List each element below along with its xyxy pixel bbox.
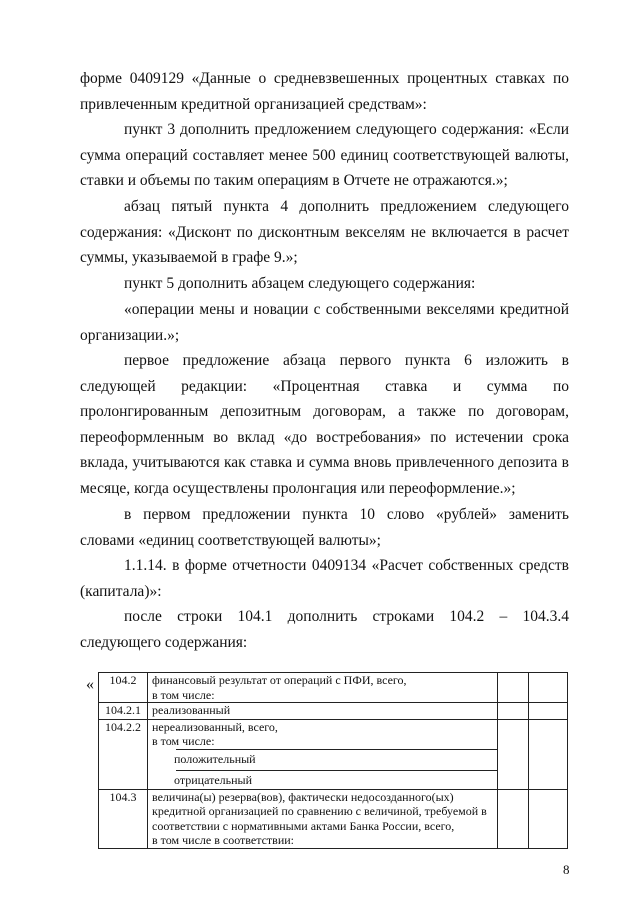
row-code: 104.3 bbox=[99, 789, 148, 848]
row-code: 104.2 bbox=[99, 673, 148, 703]
table-row bbox=[99, 789, 568, 848]
row-text: нереализованный, всего, bbox=[152, 719, 278, 734]
table-row bbox=[99, 719, 568, 789]
row-text: финансовый результат от операций с ПФИ, всего, bbox=[152, 673, 407, 687]
row-text: положительный bbox=[174, 751, 256, 766]
row-text: кредитной организацией по сравнению с величиной, требуемой в bbox=[152, 804, 487, 818]
paragraph-after-row-104-1: после строки 104.1 дополнить строками 104.2 – 104.3.4 следующего содержания: bbox=[80, 608, 569, 651]
paragraph-point-6: первое предложение абзаца первого пункта 6 изложить в следующей редакции: «Процентная ставка и сумма по пролонгированным депозитным договорам, а также по договорам, переоформленным во вклад «до востребования» по истечении срока вклада, учитываются как ставка и сумма вновь привлеченного депозита в месяце, когда осуществлены пролонгация или переоформление.»; bbox=[80, 352, 569, 497]
paragraph-point-3: пункт 3 дополнить предложением следующего содержания: «Если сумма операций составляет менее 500 единиц соответствующей валюты, ставки и объемы по таким операциям в Отчете не отражаются.»; bbox=[80, 121, 569, 190]
row-text: отрицательный bbox=[174, 773, 253, 787]
form-rows-table bbox=[98, 672, 568, 849]
row-code: 104.2.1 bbox=[99, 703, 148, 720]
paragraph-point-10: в первом предложении пункта 10 слово «рублей» заменить словами «единиц соответствующей валюты»; bbox=[80, 506, 569, 549]
opening-quote: « bbox=[86, 676, 94, 693]
row-text: в том числе: bbox=[152, 734, 215, 748]
table-row bbox=[99, 673, 568, 703]
paragraph-point-5: пункт 5 дополнить абзацем следующего содержания: bbox=[124, 275, 476, 292]
paragraph-form-0409134: 1.1.14. в форме отчетности 0409134 «Расчет собственных средств (капитала)»: bbox=[80, 557, 569, 600]
paragraph-form-0409129: форме 0409129 «Данные о средневзвешенных процентных ставках по привлеченным кредитной организацией средствам»: bbox=[80, 70, 569, 113]
page-number: 8 bbox=[563, 862, 570, 877]
row-text: реализованный bbox=[152, 703, 231, 717]
row-text: соответствии с нормативными актами Банка России, всего, bbox=[152, 818, 455, 833]
paragraph-point-4: абзац пятый пункта 4 дополнить предложением следующего содержания: «Дисконт по дисконтным векселям не включается в расчет суммы, указываемой в графе 9.»; bbox=[80, 198, 569, 267]
paragraph-exchange-operations: «операции мены и новации с собственными векселями кредитной организации.»; bbox=[80, 301, 569, 344]
row-text: в том числе в соответствии: bbox=[152, 833, 295, 847]
row-code: 104.2.2 bbox=[99, 719, 148, 789]
row-text: в том числе: bbox=[152, 687, 215, 702]
row-text: величина(ы) резерва(вов), фактически недосозданного(ых) bbox=[152, 789, 454, 804]
table-row bbox=[99, 703, 568, 720]
